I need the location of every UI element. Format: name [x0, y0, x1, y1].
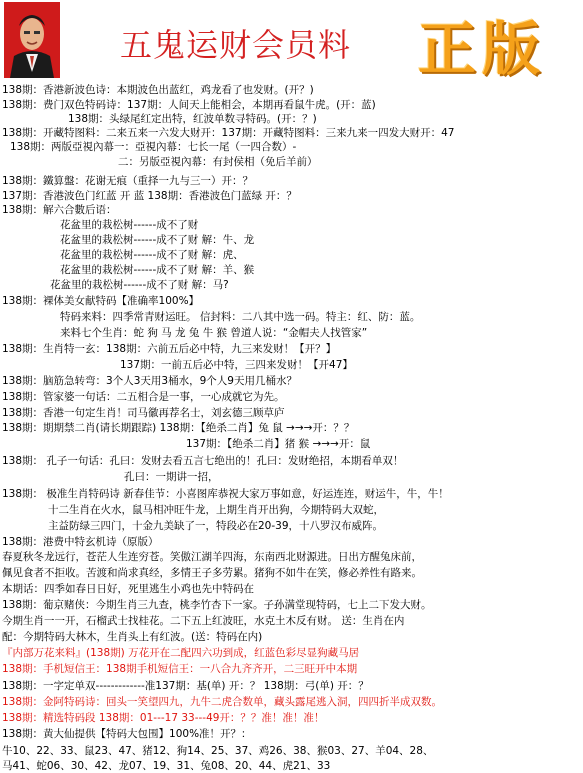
text-line: 『内部万花来料』(138期) 万花开在二配四六功到成，红蓝色彩尽显狗藏马居 — [2, 647, 360, 659]
text-line: 138期：精选特码段 138期：01---17 33---49开：？？准！准！准！ — [2, 712, 325, 724]
text-line: 138期：解六合數后语： — [2, 204, 117, 216]
text-line: 138期：金阿特码诗：回头一笑望四九，九牛二虎合数单，藏头露尾逃入洞，四四折半成双数。 — [2, 696, 443, 708]
text-line: 二：另版亞視內幕：有封侯相（免后羊前） — [118, 156, 318, 168]
text-line: 花盆里的栽松树------成不了财 解：牛、龙 — [60, 234, 255, 246]
text-line: 孔曰：一期讲一招， — [124, 471, 219, 483]
text-line: 来料七个生肖：蛇 狗 马 龙 兔 牛 猴 曾道人说：“金帽夫人找管家” — [60, 327, 368, 339]
text-line: 138期：香港一句定生肖！司马徽再荐名士，刘玄德三顾草庐 — [2, 407, 285, 419]
text-line: 138期：裸体美女献特码【准确率100%】 — [2, 295, 200, 307]
text-line: 138期：开藏特图料：二来五来一六发大财开：137期：开藏特图料：三来九来一四发大财开：47 — [2, 127, 455, 139]
text-line: 137期：一前五后必中特，三四来发财！【开47】 — [120, 359, 353, 371]
text-line: 138期：头绿尾红定出特，红波单数寻特码。(开：？) — [68, 113, 317, 125]
text-line: 138期：鐵算盤：花谢无痕（重择一九与三一）开：？ — [2, 175, 254, 187]
text-line: 佩见食者不拒收。苦渡和尚求真经，多情王子多劳累。猪狗不如牛在笑，修必养性有路来。 — [2, 567, 422, 579]
text-line: 138期： 孔子一句话：孔曰：发财去看五言七绝出的！孔曰：发财绝招，本期看单双！ — [2, 455, 404, 467]
text-line: 138期：两版亞視內幕一：亞視內幕：七长一尾（一四合数）- — [10, 141, 297, 153]
text-line: 138期：脑筋急转弯：3个人3天用3桶水，9个人9天用几桶水？ — [2, 375, 297, 387]
text-line: 138期：香港新波色诗：本期波色出蓝红，鸡龙看了也发财。(开？) — [2, 84, 314, 96]
text-line: 137期：【绝杀二肖】猪 猴 →→→开：鼠 — [186, 438, 371, 450]
text-line: 138期：港费中特玄机诗（原版） — [2, 536, 159, 548]
authentic-badge: 正版 — [418, 15, 547, 83]
text-line: 花盆里的栽松树------成不了财 解：虎、 — [60, 249, 244, 261]
text-line: 特码来料：四季常青财运旺。 信封料：二八其中选一码。特主：红、防：蓝。 — [60, 311, 421, 323]
text-line: 138期：黄大仙提供【特码大包围】100%准！开？： — [2, 728, 252, 740]
text-line: 马41、蛇06、30、42、龙07、19、31、兔08、20、44、虎21、33 — [2, 760, 331, 772]
text-line: 今期生肖一一开，石榴武士找桂花。二下五上红波旺，水克土木反有财。 送：生肖在内 — [2, 615, 405, 627]
text-line: 十二生肖在火水，鼠马相冲旺牛龙，上期生肖开出狗，今期特码大双蛇， — [48, 504, 384, 516]
text-line: 花盆里的栽松树------成不了财 解：马? — [50, 279, 229, 291]
text-line: 138期：葡京赌侠：今期生肖三九查，桃李竹杏下一家。子孙满堂现特码，七上二下发大财。 — [2, 599, 432, 611]
portrait-photo — [4, 2, 60, 78]
text-line: 138期：管家婆一句话：二五相合是一事，一心成就它为先。 — [2, 391, 285, 403]
text-line: 138期：生肖特一玄：138期：六前五后必中特，九三来发财！【开？】 — [2, 343, 337, 355]
text-line: 花盆里的栽松树------成不了财 — [60, 219, 199, 231]
text-line: 138期：费门双色特码诗：137期：人间天上能相会，本期再看鼠牛虎。(开：蓝) — [2, 99, 376, 111]
header — [0, 0, 583, 84]
text-line: 138期：期期禁二肖(请长期跟踪) 138期：【绝杀二肖】兔 鼠 →→→开：？？ — [2, 422, 355, 434]
page-title: 五鬼运财会员料 — [120, 26, 352, 64]
text-line: 配：今期特码大林木，生肖头上有红波。(送：特码在内) — [2, 631, 263, 643]
text-line: 138期：一字定单双-------------准137期：基(单) 开：？ 138期：弓(单) 开：？ — [2, 680, 369, 692]
text-line: 137期：香港波色门红蓝 开 蓝 138期：香港波色门蓝绿 开：？ — [2, 190, 297, 202]
text-line: 牛10、22、33、鼠23、47、猪12、狗14、25、37、鸡26、38、猴03、27、羊04、28、 — [2, 745, 434, 757]
text-line: 138期：手机短信王：138期手机短信王：一八合九齐齐开，二三旺开中本期 — [2, 663, 358, 675]
portrait-image — [4, 2, 60, 78]
text-line: 主益防绿三四门，十金九美缺了一，特段必在20-39，十八罗汉布威阵。 — [48, 520, 384, 532]
text-line: 138期： 极准生肖特码诗 新春佳节：小喜图库恭祝大家万事如意，好运连连，财运牛，牛，牛！ — [2, 488, 449, 500]
text-line: 花盆里的栽松树------成不了财 解：羊、猴 — [60, 264, 255, 276]
text-line: 春夏秋冬龙远行，苍茫人生连穷苍。笑傲江湖羊四海，东南西北财源进。日出方醒兔床前， — [2, 551, 422, 563]
text-line: 本期话：四季如春日日好，死里逃生小鸡也先中特码在 — [2, 583, 254, 595]
